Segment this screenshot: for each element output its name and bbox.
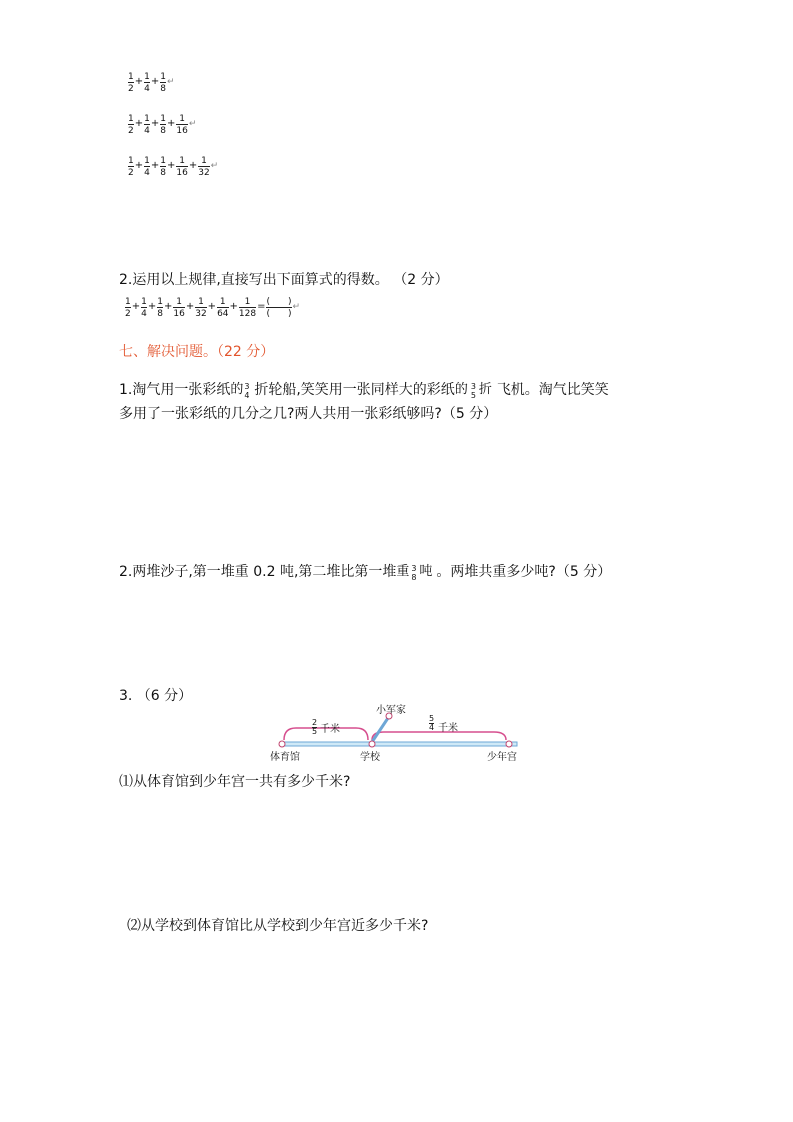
fraction: $\frac{1}{16}$ <box>176 114 188 136</box>
problem-3-sub-1: ⑴从体育馆到少年宫一共有多少千米? <box>119 774 351 790</box>
route-diagram <box>268 706 530 764</box>
question-2-text: 2.运用以上规律,直接写出下面算式的得数。 （2 分） <box>119 272 449 288</box>
question-2-expression: $\frac{1}{2}$ + $\frac{1}{4}$ + $\frac{1}{8}$ + $\frac{1}{16}$ + $\frac{1}{32}$ + $\frac{1}{64}$ + $\frac{1}{128}$ = $\frac{( )}{( )}$ ↵ <box>125 297 301 319</box>
fraction: $\frac{1}{8}$ <box>160 72 166 94</box>
fraction: $\frac{1}{4}$ <box>144 156 150 178</box>
school-dot <box>369 741 375 747</box>
problem-2-text: 2.两堆沙子,第一堆重 0.2 吨,第二堆比第一堆 重 3 8 吨 。两堆共重多少吨?（5 分） <box>119 564 612 582</box>
right-distance-unit: 千米 <box>438 723 458 734</box>
fraction: $\frac{1}{2}$ <box>128 72 134 94</box>
label-youth-palace: 少年宫 <box>487 752 517 763</box>
fraction: $\frac{1}{2}$ <box>128 114 134 136</box>
left-distance-unit: 千米 <box>320 724 340 735</box>
problem-1-line-2: 多用了一张彩纸的几分之几?两人共用一张彩纸够吗?（5 分） <box>119 406 498 422</box>
fraction: $\frac{1}{4}$ <box>144 114 150 136</box>
return-mark-icon: ↵ <box>166 77 175 87</box>
answer-blank-fraction[interactable]: $\frac{( )}{( )}$ <box>266 297 292 319</box>
problem-3-title: 3. （6 分） <box>119 688 193 704</box>
road-bar <box>282 742 517 746</box>
return-mark-icon: ↵ <box>188 119 197 129</box>
problem-1-line-1: 1.淘气用一张彩纸 的 3 4 折轮船,笑笑用一张同样大的彩纸 的 3 5 折 飞机。淘气比笑笑 <box>119 382 609 400</box>
palace-dot <box>506 741 512 747</box>
fraction: $\frac{1}{8}$ <box>160 156 166 178</box>
label-school: 学校 <box>360 752 380 763</box>
return-mark-icon: ↵ <box>292 302 301 312</box>
left-fraction-num: 2 <box>312 718 318 727</box>
fraction: $\frac{1}{4}$ <box>144 72 150 94</box>
fraction: $\frac{1}{2}$ <box>128 156 134 178</box>
problem-3-sub-2: ⑵从学校到体育馆比从学校到少年宫近多少千米? <box>127 918 429 934</box>
gym-dot <box>279 741 285 747</box>
left-fraction-den: 5 <box>312 727 318 736</box>
fraction: $\frac{1}{8}$ <box>160 114 166 136</box>
right-fraction-den: 4 <box>429 723 435 732</box>
series-row-2: $\frac{1}{2}$ + $\frac{1}{4}$ + $\frac{1}{8}$ + $\frac{1}{16}$ ↵ <box>128 114 197 136</box>
series-row-3: $\frac{1}{2}$ + $\frac{1}{4}$ + $\frac{1}{8}$ + $\frac{1}{16}$ + $\frac{1}{32}$ ↵ <box>128 156 219 178</box>
branch-road <box>372 718 388 742</box>
fraction: $\frac{1}{32}$ <box>198 156 210 178</box>
fraction: $\frac{1}{16}$ <box>176 156 188 178</box>
series-row-1: $\frac{1}{2}$ + $\frac{1}{4}$ + $\frac{1}{8}$ ↵ <box>128 72 175 94</box>
section-title: 七、解决问题。（22 分） <box>119 344 275 360</box>
return-mark-icon: ↵ <box>210 161 219 171</box>
right-fraction-num: 5 <box>429 714 435 723</box>
label-xiaojun-home: 小军家 <box>376 705 406 716</box>
label-gym: 体育馆 <box>270 752 300 763</box>
